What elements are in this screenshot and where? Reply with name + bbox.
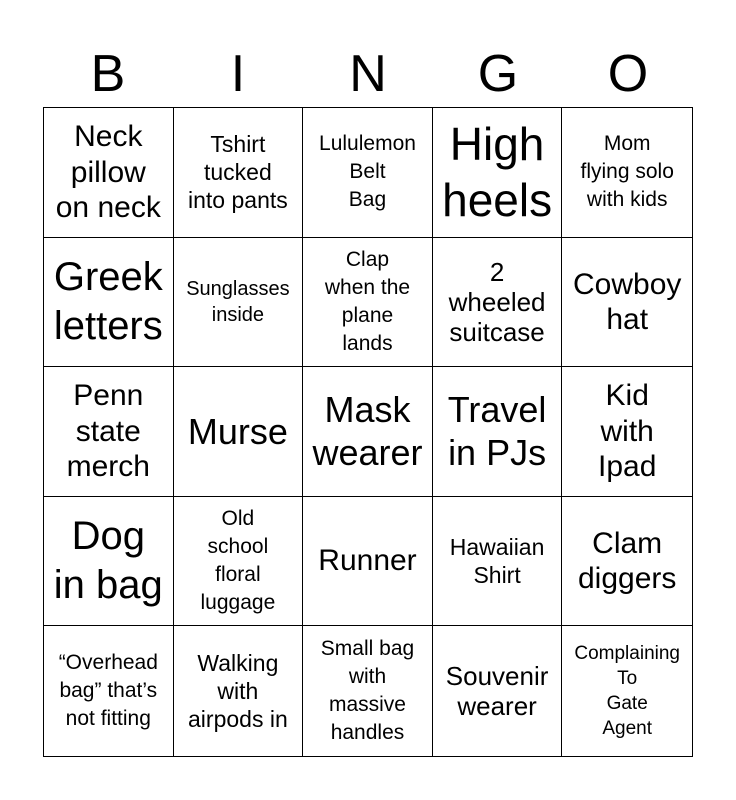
cell-label: Old school floral luggage (200, 506, 276, 615)
bingo-cell-3-3[interactable] (303, 367, 433, 497)
bingo-cell-1-5[interactable] (562, 108, 692, 238)
cell-label: Mask wearer (312, 388, 423, 474)
bingo-cell-4-2[interactable] (174, 497, 304, 627)
cell-label: High heels (442, 118, 553, 227)
bingo-cell-4-1[interactable] (44, 497, 174, 627)
header-letter-g: G (477, 45, 519, 103)
bingo-cell-3-5[interactable] (562, 367, 692, 497)
bingo-cell-4-3[interactable] (303, 497, 433, 627)
header-letter-n: N (349, 45, 387, 103)
header-letter-b: B (90, 45, 126, 103)
cell-label: Walking with airpods in (188, 650, 288, 733)
bingo-header (43, 42, 693, 106)
bingo-cell-5-3[interactable] (303, 626, 433, 756)
bingo-cell-4-5[interactable] (562, 497, 692, 627)
bingo-cell-1-1[interactable] (44, 108, 174, 238)
cell-label: Dog in bag (53, 514, 163, 608)
cell-label: Greek letters (53, 255, 163, 348)
cell-label: Hawaiian Shirt (449, 534, 545, 589)
cell-label: Neck pillow on neck (55, 120, 161, 224)
cell-label: Souvenir wearer (445, 661, 549, 722)
cell-label: Travel in PJs (447, 388, 547, 474)
bingo-cell-2-4[interactable] (433, 238, 563, 368)
cell-label: Murse (187, 410, 288, 452)
cell-label: “Overhead bag” that’s not fitting (58, 651, 158, 731)
bingo-cell-5-1[interactable] (44, 626, 174, 756)
cell-label: Penn state merch (66, 379, 150, 484)
bingo-cell-2-5[interactable] (562, 238, 692, 368)
cell-label: Clap when the plane lands (324, 247, 411, 356)
cell-label: Cowboy hat (573, 267, 682, 336)
bingo-cell-3-1[interactable] (44, 367, 174, 497)
header-letter-i: I (230, 45, 246, 103)
bingo-cell-5-4[interactable] (433, 626, 563, 756)
bingo-cell-1-3[interactable] (303, 108, 433, 238)
bingo-board (43, 107, 693, 757)
cell-label: Small bag with massive handles (320, 636, 415, 745)
bingo-cell-1-4[interactable] (433, 108, 563, 238)
cell-label: Lululemon Belt Bag (319, 132, 416, 212)
cell-label: Kid with Ipad (598, 379, 657, 484)
cell-label: Runner (318, 544, 417, 578)
bingo-cell-2-2[interactable] (174, 238, 304, 368)
bingo-cell-1-2[interactable] (174, 108, 304, 238)
cell-label: 2 wheeled suitcase (448, 256, 546, 347)
header-letter-o: O (607, 45, 649, 103)
bingo-cell-2-1[interactable] (44, 238, 174, 368)
bingo-cell-5-2[interactable] (174, 626, 304, 756)
bingo-cell-5-5[interactable] (562, 626, 692, 756)
cell-label: Complaining To Gate Agent (574, 643, 680, 740)
bingo-cell-4-4[interactable] (433, 497, 563, 627)
cell-label: Tshirt tucked into pants (188, 131, 288, 214)
bingo-cell-3-2[interactable] (174, 367, 304, 497)
cell-label: Sunglasses inside (186, 277, 290, 326)
bingo-cell-3-4[interactable] (433, 367, 563, 497)
bingo-cell-2-3[interactable] (303, 238, 433, 368)
cell-label: Clam diggers (577, 526, 677, 596)
cell-label: Mom flying solo with kids (580, 132, 674, 212)
